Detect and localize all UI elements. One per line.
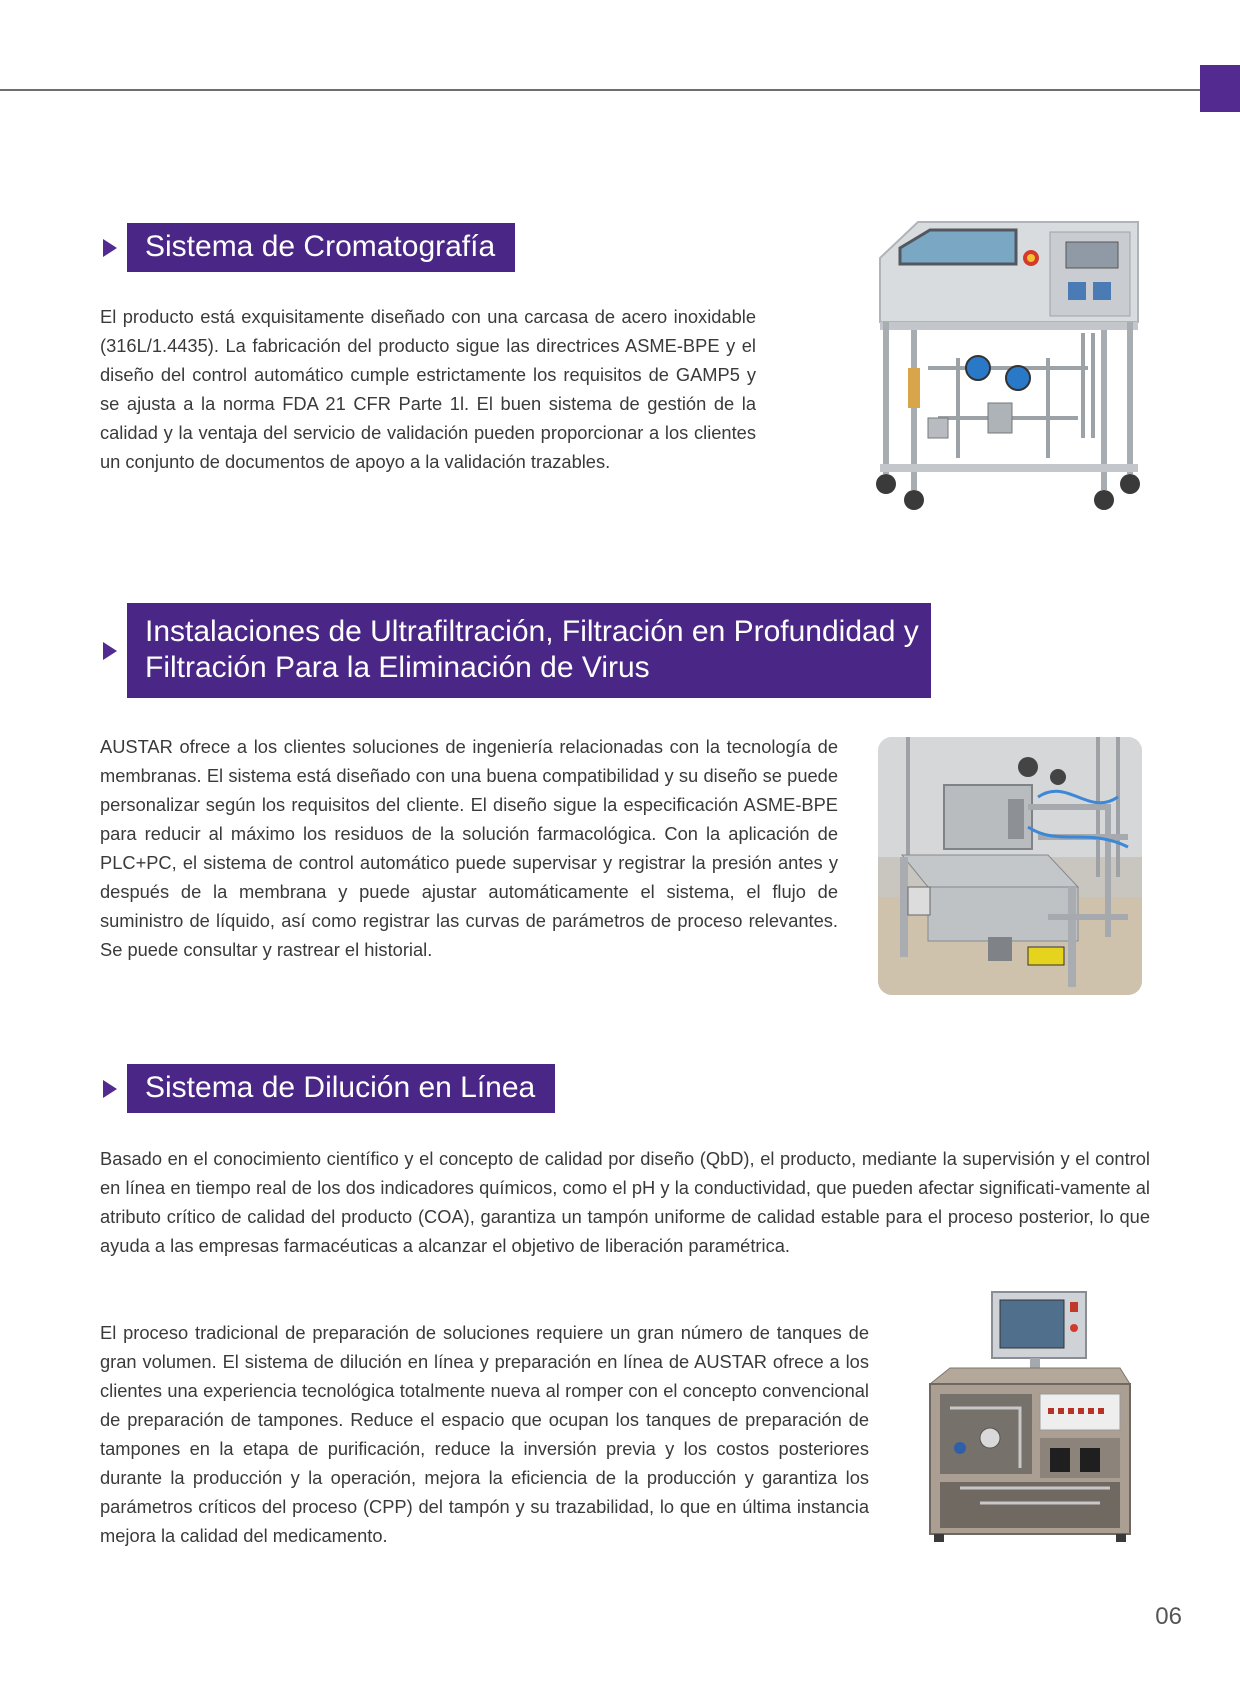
inline-dilution-system-photo <box>920 1288 1134 1544</box>
section-heading-ultrafiltration <box>103 603 931 698</box>
heading-line-1: Instalaciones de Ultrafiltración, Filtración en Profundidad y <box>145 615 919 648</box>
heading-text: Sistema de Dilución en Línea <box>145 1071 536 1104</box>
chromatography-paragraph: El producto está exquisitamente diseñado con una carcasa de acero inoxidable (316L/1.4435). La fabricación del producto sigue las directrices ASME-BPE y el diseño del control automático cumple estrictamente los requisitos de GAMP5 y se ajusta a la norma FDA 21 CFR Parte 1l. El buen sistema de gestión de la calidad y la ventaja del servicio de validación pueden proporcionar a los clientes un conjunto de documentos de apoyo a la validación trazables. <box>100 306 756 472</box>
heading-line-2: Filtración Para la Eliminación de Virus <box>145 651 650 684</box>
section-heading-inline-dilution <box>103 1064 555 1113</box>
heading-box <box>127 1064 555 1113</box>
triangle-bullet-icon <box>103 239 117 257</box>
inline-dilution-paragraph-1: Basado en el conocimiento científico y el concepto de calidad por diseño (QbD), el producto, mediante la supervisión y el control en línea en tiempo real de los dos indicadores químicos, como el pH y la conductividad, que pueden afectar significati-vamente al atributo crítico de calidad del producto (COA), garantiza un tampón uniforme de calidad estable para el proceso posterior, lo que ayuda a las empresas farmacéuticas a alcanzar el objetivo de liberación paramétrica. <box>100 1148 1150 1256</box>
ultrafiltration-paragraph: AUSTAR ofrece a los clientes soluciones de ingeniería relacionadas con la tecnología de membranas. El sistema está diseñado con una buena compatibilidad y su diseño se puede personalizar según los requisitos del cliente. El diseño sigue la especificación ASME-BPE para reducir al máximo los residuos de la solución farmacológica. Con la aplicación de PLC+PC, el sistema de control automático puede supervisar y registrar la presión antes y después de la membrana y puede ajustar automáticamente el sistema, el flujo de suministro de líquido, así como registrar las curvas de parámetros de proceso relevantes. Se puede consultar y rastrear el historial. <box>100 736 838 960</box>
triangle-bullet-icon <box>103 642 117 660</box>
heading-box <box>127 223 515 272</box>
heading-text: Sistema de Cromatografía <box>145 230 496 263</box>
header-rule <box>0 89 1200 91</box>
page-number: 06 <box>1155 1603 1182 1630</box>
section-heading-chromatography <box>103 223 515 272</box>
inline-dilution-paragraph-2: El proceso tradicional de preparación de soluciones requiere un gran número de tanques de gran volumen. El sistema de dilución en línea y preparación en línea de AUSTAR ofrece a los clientes una experiencia tecnológica totalmente nueva al romper con el concepto convencional de preparación de tampones. Reduce el espacio que ocupan los tanques de preparación de tampones en la etapa de purificación, reduce la inversión previa y los costos posteriores durante la producción y la operación, mejora la eficiencia de la producción y garantiza los parámetros críticos del proceso (CPP) del tampón y su trazabilidad, lo que en última instancia mejora la calidad del medicamento. <box>100 1322 869 1546</box>
heading-box <box>127 603 931 698</box>
corner-accent-block <box>1200 65 1240 112</box>
chromatography-system-photo <box>868 218 1150 536</box>
ultrafiltration-plant-photo <box>878 737 1142 995</box>
triangle-bullet-icon <box>103 1080 117 1098</box>
